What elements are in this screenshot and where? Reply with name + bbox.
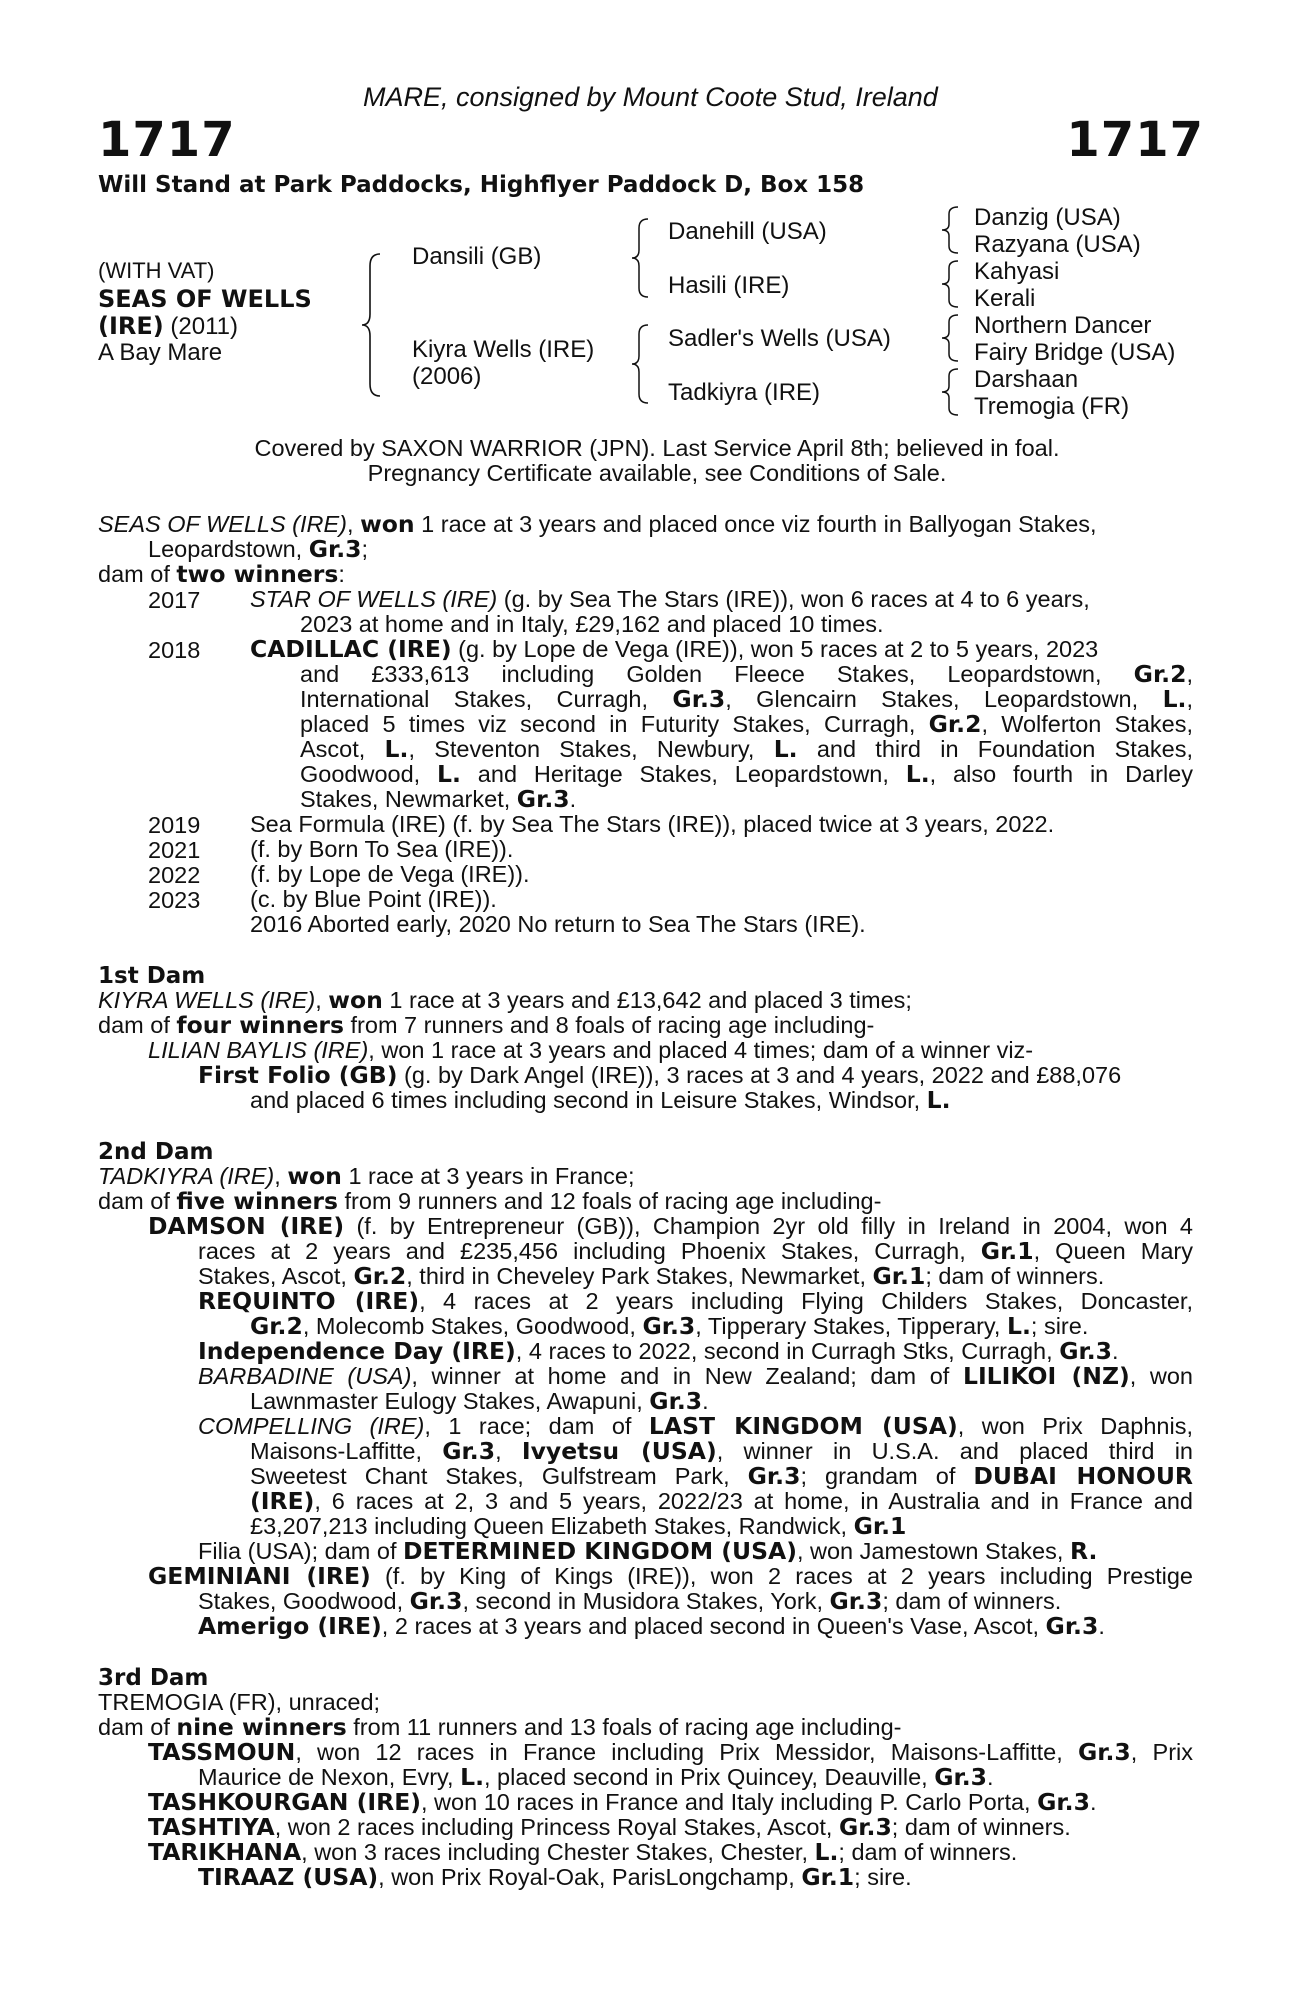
grandsire-1: Danehill (USA) xyxy=(668,218,827,245)
lot-number-right: 1717 xyxy=(1066,112,1204,168)
horse-origin: (IRE) xyxy=(98,312,164,340)
granddam-1: Hasili (IRE) xyxy=(668,272,790,299)
produce-2018-3: International Stakes, Curragh, Gr.3, Glencairn Stakes, Leopardstown, L., xyxy=(300,685,1193,713)
produce-2018: CADILLAC (IRE) (g. by Lope de Vega (IRE)), won 5 races at 2 to 5 years, 2023 xyxy=(250,635,1099,663)
tassmoun-1: TASSMOUN, won 12 races in France including Prix Messidor, Maisons-Laffitte, Gr.3, Prix xyxy=(148,1738,1194,1766)
damson-1: DAMSON (IRE) (f. by Entrepreneur (GB)), Champion 2yr old filly in Ireland in 2004, won 4 xyxy=(148,1212,1193,1240)
produce-intro: SEAS OF WELLS (IRE), won 1 race at 3 years and placed once viz fourth in Ballyogan Stakes, xyxy=(98,510,1097,538)
granddam-2: Tadkiyra (IRE) xyxy=(668,379,821,406)
horse-name: SEAS OF WELLS xyxy=(98,285,312,313)
covered-line-2: Pregnancy Certificate available, see Conditions of Sale. xyxy=(367,460,947,486)
produce-2017-2: 2023 at home and in Italy, £29,162 and placed 10 times. xyxy=(300,611,884,637)
geminiani-1: GEMINIANI (IRE) (f. by King of Kings (IRE)), won 2 races at 2 years including Prestige xyxy=(148,1562,1193,1590)
horse-year: (2011) xyxy=(163,313,239,340)
third-dam-line: TREMOGIA (FR), unraced; xyxy=(98,1689,381,1715)
produce-aborted: 2016 Aborted early, 2020 No return to Sea The Stars (IRE). xyxy=(250,911,866,937)
filia: Filia (USA); dam of DETERMINED KINGDOM (USA), won Jamestown Stakes, R. xyxy=(198,1537,1098,1565)
produce-intro-2: Leopardstown, Gr.3; xyxy=(148,535,369,563)
year-2022: 2022 xyxy=(148,862,201,888)
produce-2018-4: placed 5 times viz second in Futurity Stakes, Curragh, Gr.2, Wolferton Stakes, xyxy=(300,710,1193,738)
produce-2017: STAR OF WELLS (IRE) (g. by Sea The Stars (IRE)), won 6 races at 4 to 6 years, xyxy=(250,586,1090,612)
year-2023: 2023 xyxy=(148,887,201,913)
year-2017: 2017 xyxy=(148,587,201,613)
produce-2023: (c. by Blue Point (IRE)). xyxy=(250,886,497,912)
first-dam-folio: First Folio (GB) (g. by Dark Angel (IRE)), 3 races at 3 and 4 years, 2022 and £88,076 xyxy=(198,1061,1122,1089)
great-grandsire-3: Northern Dancer xyxy=(974,312,1152,339)
great-granddam-4: Tremogia (FR) xyxy=(974,393,1130,420)
horse-origin-year xyxy=(98,312,238,341)
covered-line-1: Covered by SAXON WARRIOR (JPN). Last Service April 8th; believed in foal. xyxy=(254,435,1060,461)
sire-name: Dansili (GB) xyxy=(412,243,542,270)
compelling-2: Maisons-Laffitte, Gr.3, Ivyetsu (USA), winner in U.S.A. and placed third in xyxy=(250,1437,1193,1465)
produce-2018-6: Goodwood, L. and Heritage Stakes, Leopardstown, L., also fourth in Darley xyxy=(300,760,1193,788)
dam-brace xyxy=(630,322,652,407)
first-dam-damof: dam of four winners from 7 runners and 8 foals of racing age including- xyxy=(98,1011,875,1039)
independence-day: Independence Day (IRE), 4 races to 2022, second in Curragh Stks, Curragh, Gr.3. xyxy=(198,1337,1119,1365)
great-granddam-2: Kerali xyxy=(974,285,1036,312)
amerigo: Amerigo (IRE), 2 races at 3 years and placed second in Queen's Vase, Ascot, Gr.3. xyxy=(198,1612,1105,1640)
produce-2018-2: and £333,613 including Golden Fleece Stakes, Leopardstown, Gr.2, xyxy=(300,660,1193,688)
great-granddam-1: Razyana (USA) xyxy=(974,231,1141,258)
damson-2: races at 2 years and £235,456 including Phoenix Stakes, Curragh, Gr.1, Queen Mary xyxy=(198,1237,1193,1265)
tassmoun-2: Maurice de Nexon, Evry, L., placed second in Prix Quincey, Deauville, Gr.3. xyxy=(198,1763,994,1791)
barbadine-1: BARBADINE (USA), winner at home and in New Zealand; dam of LILIKOI (NZ), won xyxy=(198,1362,1193,1390)
third-dam-title: 3rd Dam xyxy=(98,1665,209,1691)
produce-2019: Sea Formula (IRE) (f. by Sea The Stars (IRE)), placed twice at 3 years, 2022. xyxy=(250,811,1055,837)
brace-ggs-3 xyxy=(940,312,962,364)
first-dam-title: 1st Dam xyxy=(98,963,206,989)
dam-name: Kiyra Wells (IRE) xyxy=(412,336,595,363)
compelling-1: COMPELLING (IRE), 1 race; dam of LAST KINGDOM (USA), won Prix Daphnis, xyxy=(198,1412,1194,1440)
vat-label: (WITH VAT) xyxy=(98,258,215,283)
requinto-1: REQUINTO (IRE), 4 races at 2 years including Flying Childers Stakes, Doncaster, xyxy=(198,1287,1193,1315)
produce-2022: (f. by Lope de Vega (IRE)). xyxy=(250,861,530,887)
barbadine-2: Lawnmaster Eulogy Stakes, Awapuni, Gr.3. xyxy=(250,1387,709,1415)
dam-year: (2006) xyxy=(412,363,482,390)
great-granddam-3: Fairy Bridge (USA) xyxy=(974,339,1176,366)
first-dam-lilian: LILIAN BAYLIS (IRE), won 1 race at 3 years and placed 4 times; dam of a winner viz- xyxy=(148,1037,1034,1063)
tiraaz: TIRAAZ (USA), won Prix Royal-Oak, ParisLongchamp, Gr.1; sire. xyxy=(198,1863,912,1891)
produce-damof: dam of two winners: xyxy=(98,560,345,588)
second-dam-line: TADKIYRA (IRE), won 1 race at 3 years in France; xyxy=(98,1162,635,1190)
produce-2018-5: Ascot, L., Steventon Stakes, Newbury, L. and third in Foundation Stakes, xyxy=(300,735,1193,763)
produce-2021: (f. by Born To Sea (IRE)). xyxy=(250,836,514,862)
first-dam-line: KIYRA WELLS (IRE), won 1 race at 3 years and £13,642 and placed 3 times; xyxy=(98,986,912,1014)
brace-ggs-4 xyxy=(940,366,962,418)
great-grandsire-4: Darshaan xyxy=(974,366,1079,393)
horse-description: A Bay Mare xyxy=(98,339,223,366)
tashtiya: TASHTIYA, won 2 races including Princess Royal Stakes, Ascot, Gr.3; dam of winners. xyxy=(148,1813,1071,1841)
tarikhana: TARIKHANA, won 3 races including Chester Stakes, Chester, L.; dam of winners. xyxy=(148,1838,1018,1866)
stand-location: Will Stand at Park Paddocks, Highflyer Paddock D, Box 158 xyxy=(98,172,865,198)
year-2019: 2019 xyxy=(148,812,201,838)
great-grandsire-2: Kahyasi xyxy=(974,258,1060,285)
consignor-line: MARE, consigned by Mount Coote Stud, Ireland xyxy=(363,82,938,112)
year-2021: 2021 xyxy=(148,837,201,863)
compelling-4: (IRE), 6 races at 2, 3 and 5 years, 2022/23 at home, in Australia and in France and xyxy=(250,1487,1193,1515)
requinto-2: Gr.2, Molecomb Stakes, Goodwood, Gr.3, Tipperary Stakes, Tipperary, L.; sire. xyxy=(250,1312,1089,1340)
main-brace xyxy=(360,250,384,400)
damson-3: Stakes, Ascot, Gr.2, third in Cheveley Park Stakes, Newmarket, Gr.1; dam of winners. xyxy=(198,1262,1105,1290)
brace-ggs-2 xyxy=(940,258,962,310)
third-dam-damof: dam of nine winners from 11 runners and 13 foals of racing age including- xyxy=(98,1713,902,1741)
grandsire-2: Sadler's Wells (USA) xyxy=(668,325,891,352)
great-grandsire-1: Danzig (USA) xyxy=(974,204,1121,231)
compelling-3: Sweetest Chant Stakes, Gulfstream Park, Gr.3; grandam of DUBAI HONOUR xyxy=(250,1462,1193,1490)
brace-ggs-1 xyxy=(940,204,962,256)
second-dam-damof: dam of five winners from 9 runners and 12 foals of racing age including- xyxy=(98,1187,882,1215)
lot-number-left: 1717 xyxy=(98,112,236,168)
first-dam-folio-2: and placed 6 times including second in Leisure Stakes, Windsor, L. xyxy=(250,1086,951,1114)
compelling-5: £3,207,213 including Queen Elizabeth Stakes, Randwick, Gr.1 xyxy=(250,1512,907,1540)
year-2018: 2018 xyxy=(148,637,201,663)
geminiani-2: Stakes, Goodwood, Gr.3, second in Musidora Stakes, York, Gr.3; dam of winners. xyxy=(198,1587,1062,1615)
sire-brace xyxy=(630,216,652,301)
produce-2018-7: Stakes, Newmarket, Gr.3. xyxy=(300,785,577,813)
second-dam-title: 2nd Dam xyxy=(98,1139,214,1165)
tashkourgan: TASHKOURGAN (IRE), won 10 races in France and Italy including P. Carlo Porta, Gr.3. xyxy=(148,1788,1097,1816)
